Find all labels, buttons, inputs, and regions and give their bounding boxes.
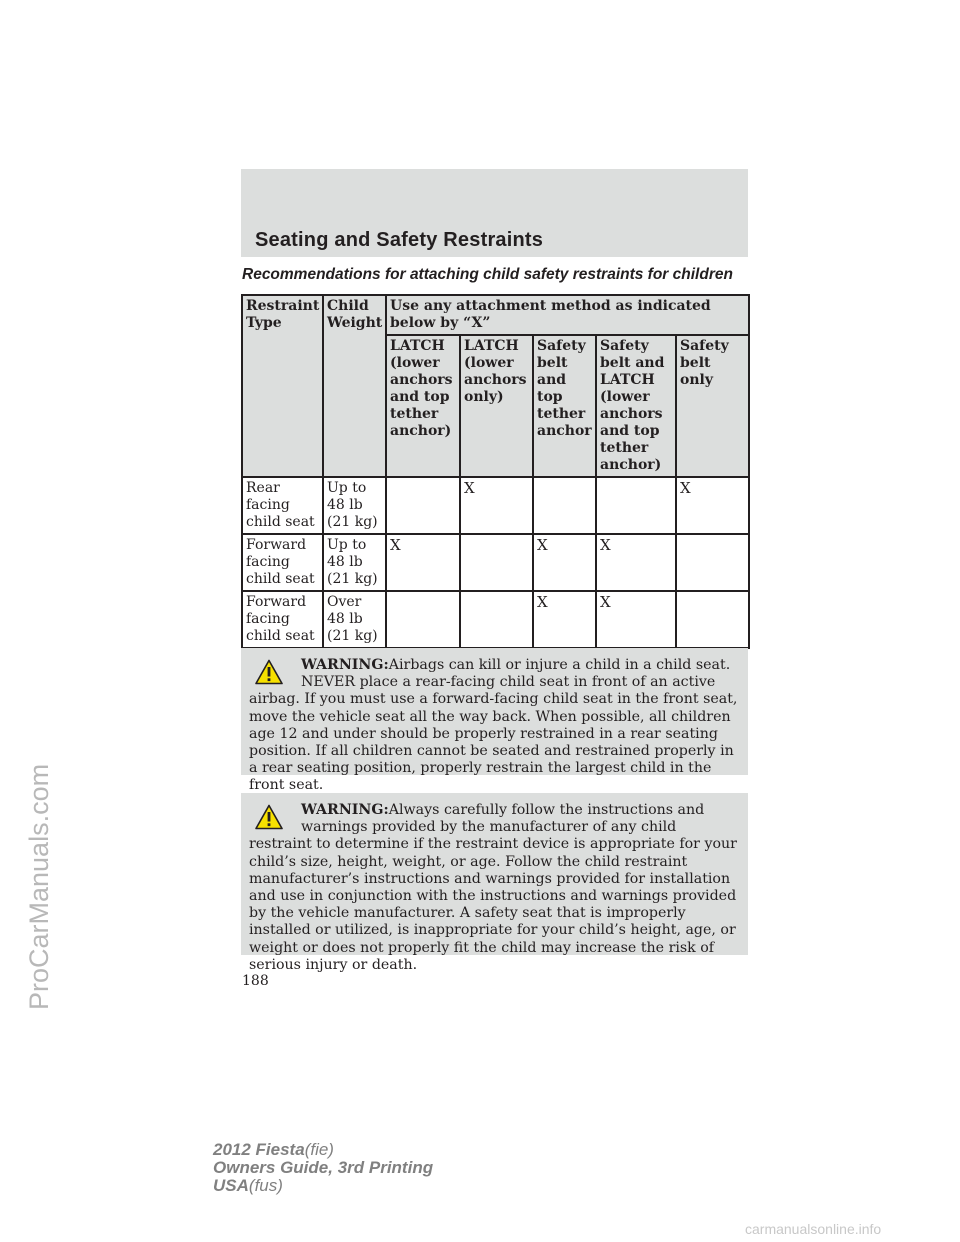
cell-mark [676, 534, 749, 591]
cell-mark: X [596, 591, 676, 648]
warning-body: Always carefully follow the instructions and warnings provided by the manufacturer of any child restraint to determine if the restraint device is appropriate for your child’s size, height, weight, or age. Follow the child restraint manufacturer’s instructions and warnings provided for installation and use in conjunction with the instructions and warnings provided by the vehicle manufacturer. A safety seat that is improperly installed or utilized, is inappropriate for your child’s height, age, or weight or does not properly fit the child may increase the risk of serious injury or death. [249, 802, 737, 973]
cell-mark: X [386, 534, 460, 591]
warning-text [249, 657, 740, 795]
bottom-watermark: carmanualsonline.info [745, 1221, 882, 1237]
cell-mark [460, 591, 533, 648]
recommendations-table [241, 294, 750, 649]
warning-triangle-icon [255, 804, 283, 830]
cell-mark [460, 534, 533, 591]
footer-model: 2012 Fiesta [213, 1140, 305, 1159]
cell-restraint-type: Forward facing child seat [242, 534, 323, 591]
col-header-method: Safety belt and top tether anchor [533, 335, 596, 477]
footer-printing: Owners Guide, 3rd Printing [213, 1158, 434, 1177]
cell-mark: X [460, 477, 533, 534]
page-title: Seating and Safety Restraints [255, 229, 544, 251]
warning-triangle-icon [255, 659, 283, 685]
table-row [242, 591, 749, 648]
warning-label: WARNING: [301, 802, 389, 818]
warning-label: WARNING: [301, 657, 389, 673]
col-header-attachment-group: Use any attachment method as indicated below by “X” [386, 295, 749, 335]
col-header-child-weight: Child Weight [323, 295, 386, 477]
col-header-method: Safety belt and LATCH (lower anchors and top tether anchor) [596, 335, 676, 477]
footer-model-code: (fie) [304, 1140, 334, 1159]
cell-child-weight: Up to 48 lb (21 kg) [323, 477, 386, 534]
col-header-method: Safety belt only [676, 335, 749, 477]
cell-mark [533, 477, 596, 534]
warning-body: Airbags can kill or injure a child in a child seat. NEVER place a rear-facing child seat in front of an active airbag. If you must use a forward-facing child seat in the front seat, move the vehicle seat all the way back. When possible, all children age 12 and under should be properly restrained in a rear seating position. If all children cannot be seated and restrained properly in a rear seating position, properly restrain the largest child in the front seat. [249, 657, 738, 794]
table-row [242, 477, 749, 534]
warning-box-child-restraint [241, 793, 748, 973]
page-number: 188 [242, 973, 269, 989]
cell-mark: X [676, 477, 749, 534]
footer-market: USA [213, 1176, 249, 1195]
warning-text [249, 802, 740, 974]
cell-child-weight: Up to 48 lb (21 kg) [323, 534, 386, 591]
cell-mark: X [533, 591, 596, 648]
cell-restraint-type: Rear facing child seat [242, 477, 323, 534]
col-header-method: LATCH (lower anchors and top tether anchor) [386, 335, 460, 477]
footer-market-code: (fus) [248, 1176, 283, 1195]
cell-restraint-type: Forward facing child seat [242, 591, 323, 648]
table-row [242, 534, 749, 591]
section-heading: Recommendations for attaching child safety restraints for children [242, 266, 733, 283]
cell-mark [676, 591, 749, 648]
warning-box-airbag [241, 648, 748, 794]
col-header-restraint-type: Restraint Type [242, 295, 323, 477]
side-watermark: ProCarManuals.com [24, 763, 54, 1010]
cell-child-weight: Over 48 lb (21 kg) [323, 591, 386, 648]
cell-mark: X [533, 534, 596, 591]
footer-edition [213, 1141, 433, 1195]
cell-mark [386, 591, 460, 648]
cell-mark [596, 477, 676, 534]
cell-mark [386, 477, 460, 534]
cell-mark: X [596, 534, 676, 591]
col-header-method: LATCH (lower anchors only) [460, 335, 533, 477]
